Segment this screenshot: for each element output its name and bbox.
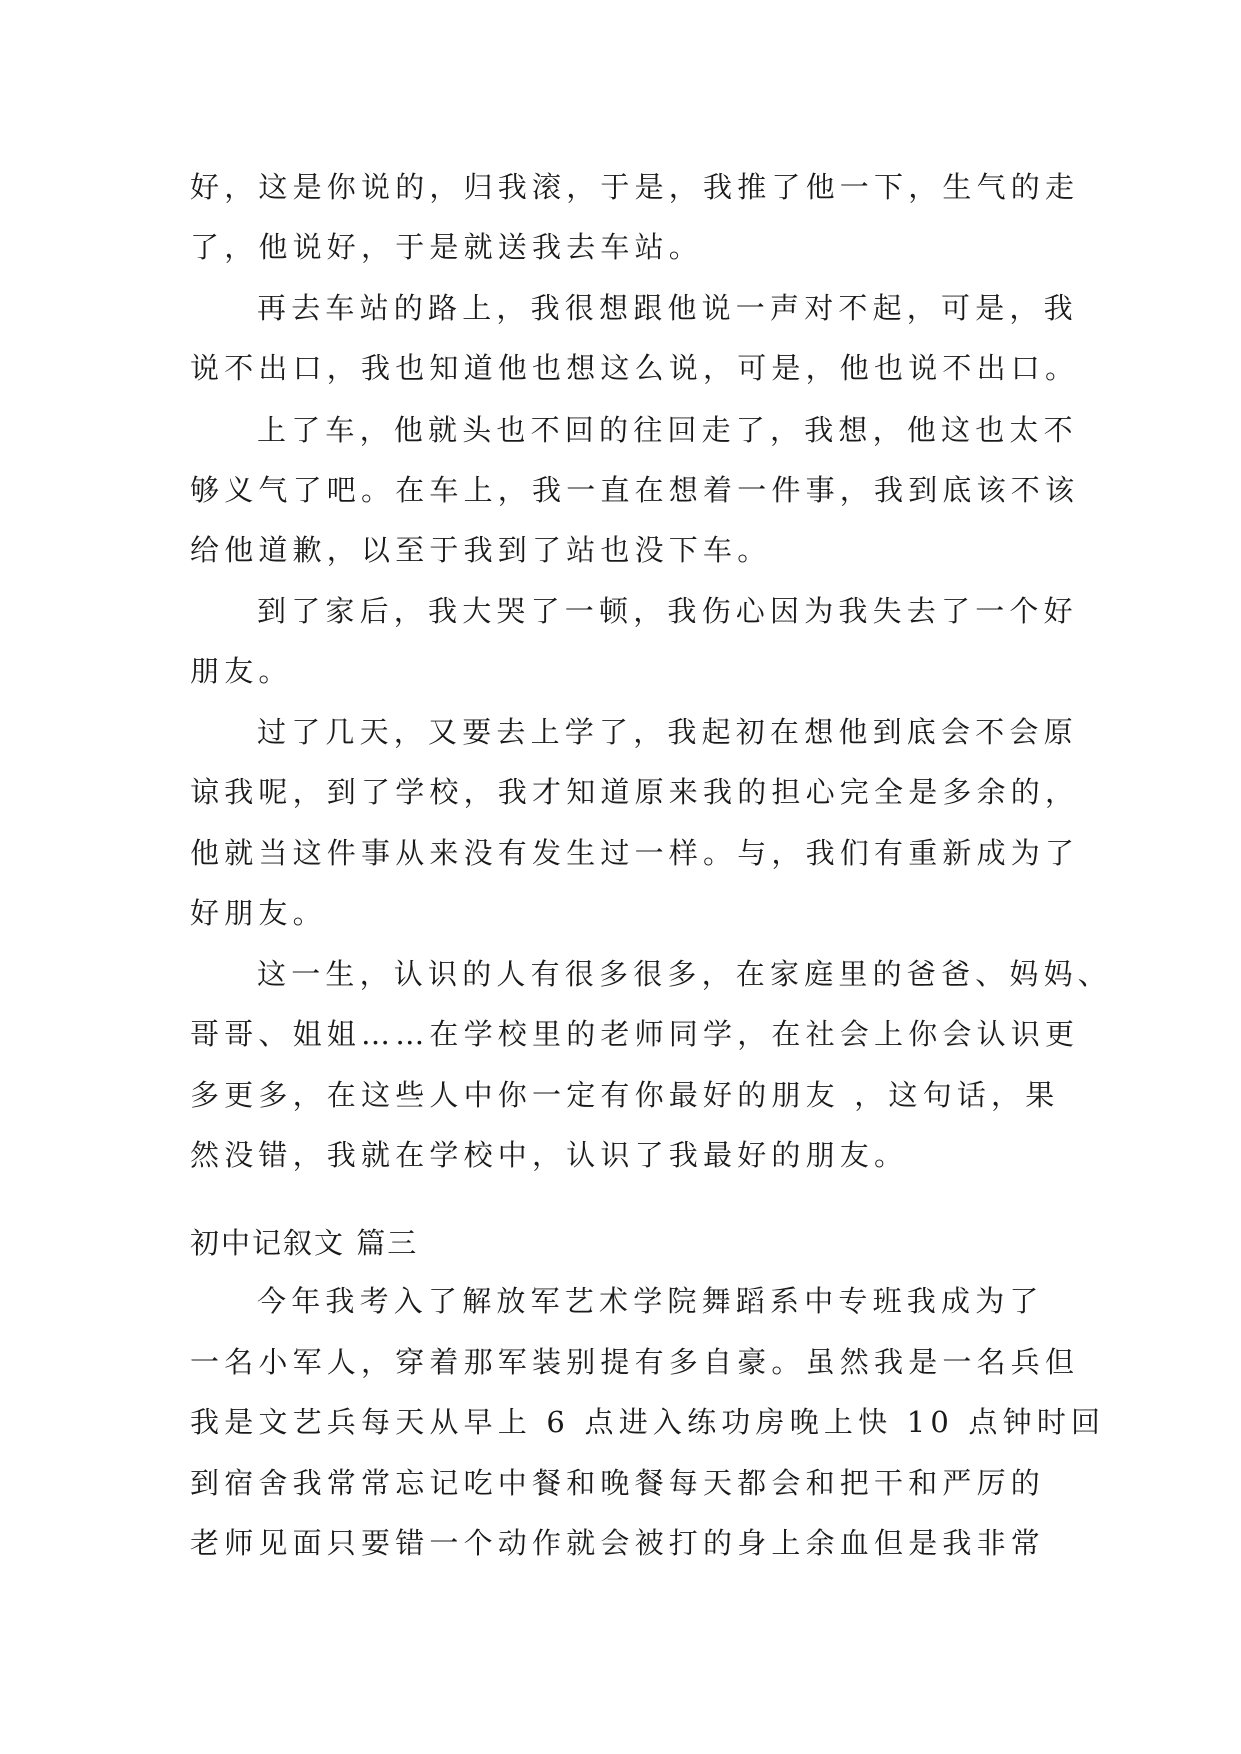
text-line: 我是文艺兵每天从早上 6 点进入练功房晚上快 10 点钟时回 [190, 1405, 1106, 1439]
text-line: 这一生，认识的人有很多很多，在家庭里的爸爸、妈妈、 [257, 957, 1113, 991]
section-heading: 初中记叙文 篇三 [190, 1226, 419, 1260]
text-line: 朋友。 [190, 654, 293, 688]
text-line: 一名小军人，穿着那军装别提有多自豪。虽然我是一名兵但 [190, 1345, 1080, 1379]
text-line: 他就当这件事从来没有发生过一样。与，我们有重新成为了 [190, 836, 1080, 870]
text-line: 今年我考入了解放军艺术学院舞蹈系中专班我成为了 [257, 1284, 1044, 1318]
text-line: 哥哥、姐姐……在学校里的老师同学，在社会上你会认识更 [190, 1017, 1080, 1051]
text-line: 好朋友。 [190, 896, 327, 930]
text-line: 说不出口，我也知道他也想这么说，可是，他也说不出口。 [190, 351, 1080, 385]
text-line: 再去车站的路上，我很想跟他说一声对不起，可是，我 [257, 291, 1078, 325]
text-line: 好，这是你说的，归我滚，于是，我推了他一下，生气的走 [190, 170, 1080, 204]
text-line: 到了家后，我大哭了一顿，我伤心因为我失去了一个好 [257, 594, 1078, 628]
text-line: 了，他说好，于是就送我去车站。 [190, 230, 704, 264]
text-line: 上了车，他就头也不回的往回走了，我想，他这也太不 [257, 413, 1078, 447]
text-line: 到宿舍我常常忘记吃中餐和晚餐每天都会和把干和严厉的 [190, 1466, 1046, 1500]
text-line: 多更多，在这些人中你一定有你最好的朋友 ，这句话，果 [190, 1078, 1060, 1112]
text-line: 给他道歉，以至于我到了站也没下车。 [190, 533, 772, 567]
text-line: 过了几天，又要去上学了，我起初在想他到底会不会原 [257, 715, 1078, 749]
text-line: 够义气了吧。在车上，我一直在想着一件事，我到底该不该 [190, 473, 1080, 507]
text-line: 谅我呢，到了学校，我才知道原来我的担心完全是多余的， [190, 775, 1080, 809]
text-line: 老师见面只要错一个动作就会被打的身上余血但是我非常 [190, 1526, 1046, 1560]
text-line: 然没错，我就在学校中，认识了我最好的朋友。 [190, 1138, 909, 1172]
